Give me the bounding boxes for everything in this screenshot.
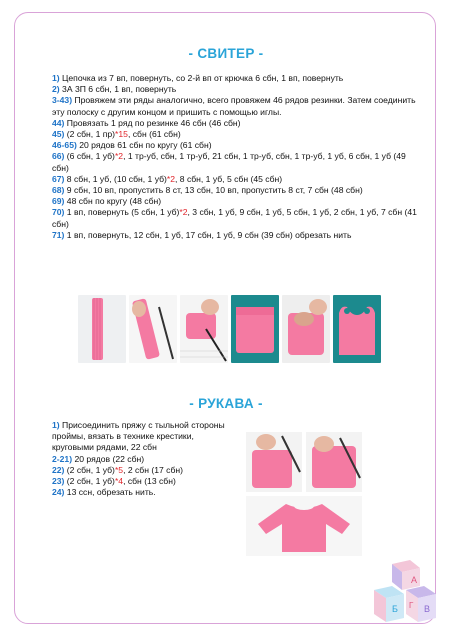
- row: 44) Провязать 1 ряд по резинке 46 сбн (46 сбн): [52, 117, 241, 128]
- row: 69) 48 сбн по кругу (48 сбн): [52, 196, 162, 207]
- row: 2) 3А 3П 6 сбн, 1 вп, повернуть: [52, 84, 177, 95]
- block-letter: А: [411, 575, 418, 585]
- sweater-photo-strip: [78, 295, 381, 363]
- photo-strip-hook: [129, 295, 177, 363]
- photo-sleeve-start: [246, 432, 302, 492]
- row: 45) (2 сбн, 1 пр)*15, сбн (61 сбн): [52, 129, 181, 140]
- row: 68) 9 сбн, 10 вп, пропустить 8 ст, 13 сбн, 10 вп, пропустить 8 ст, 7 сбн (48 сбн): [52, 185, 363, 196]
- toy-block-top: [392, 560, 420, 590]
- toy-block-right: [406, 586, 436, 622]
- row: 24) 13 ссн, обрезать нить.: [52, 487, 156, 498]
- row: 71) 1 вп, повернуть, 12 сбн, 1 уб, 17 сбн, 1 уб, 9 сбн (39 сбн) обрезать нить: [52, 229, 352, 240]
- row: 1) Присоединить пряжу с тыльной стороны проймы, вязать в технике крестики, круговыми рядами, 22 сбн: [52, 420, 225, 453]
- block-letter: В: [424, 604, 431, 614]
- row: 70) 1 вп, повернуть (5 сбн, 1 уб)*2, 3 сбн, 1 уб, 9 сбн, 1 уб, 5 сбн, 1 уб, 2 сбн, 1 уб, 7 сбн (41 сбн): [52, 207, 417, 229]
- row: 22) (2 сбн, 1 уб)*5, 2 сбн (17 сбн): [52, 464, 183, 475]
- photo-knit-strip: [78, 295, 126, 363]
- sweater-instructions: [52, 73, 424, 241]
- row: 46-65) 20 рядов 61 сбн по кругу (61 сбн): [52, 140, 212, 151]
- photo-sweater-armholes: [333, 295, 381, 363]
- photo-hand-sweater: [282, 295, 330, 363]
- sleeves-title: - РУКАВА -: [189, 396, 263, 411]
- row: 66) (6 сбн, 1 уб)*2, 1 тр-уб, сбн, 1 тр-уб, 21 сбн, 1 тр-уб, сбн, 1 тр-уб, 1 уб, 6 сбн, 1 уб (49 сбн): [52, 151, 406, 173]
- sleeves-photos: [246, 432, 362, 561]
- row: 1) Цепочка из 7 вп, повернуть, со 2-й вп от крючка 6 сбн, 1 вп, повернуть: [52, 73, 344, 83]
- toy-blocks-illustration: [370, 560, 440, 626]
- sweater-title: - СВИТЕР -: [188, 46, 264, 61]
- toy-block-left: [374, 586, 404, 622]
- photo-sweater-finished: [246, 496, 362, 556]
- photo-joining-ring: [180, 295, 228, 363]
- photo-tube-teal: [231, 295, 279, 363]
- block-letter: Б: [392, 604, 398, 614]
- row: 23) (2 сбн, 1 уб)*4, сбн (13 сбн): [52, 476, 176, 487]
- photo-sleeve-knitting: [306, 432, 362, 492]
- sleeves-instructions: [52, 420, 238, 498]
- row: 3-43) Провяжем эти ряды аналогично, всего провяжем 46 рядов резинки. Затем соединить эту полоску с другим концом и пришить с помощью иглы.: [52, 95, 416, 117]
- row: 2-21) 20 рядов (22 сбн): [52, 453, 145, 464]
- block-letter: Г: [409, 601, 414, 610]
- row: 67) 8 сбн, 1 уб, (10 сбн, 1 уб)*2, 8 сбн, 1 уб, 5 сбн (45 сбн): [52, 173, 283, 184]
